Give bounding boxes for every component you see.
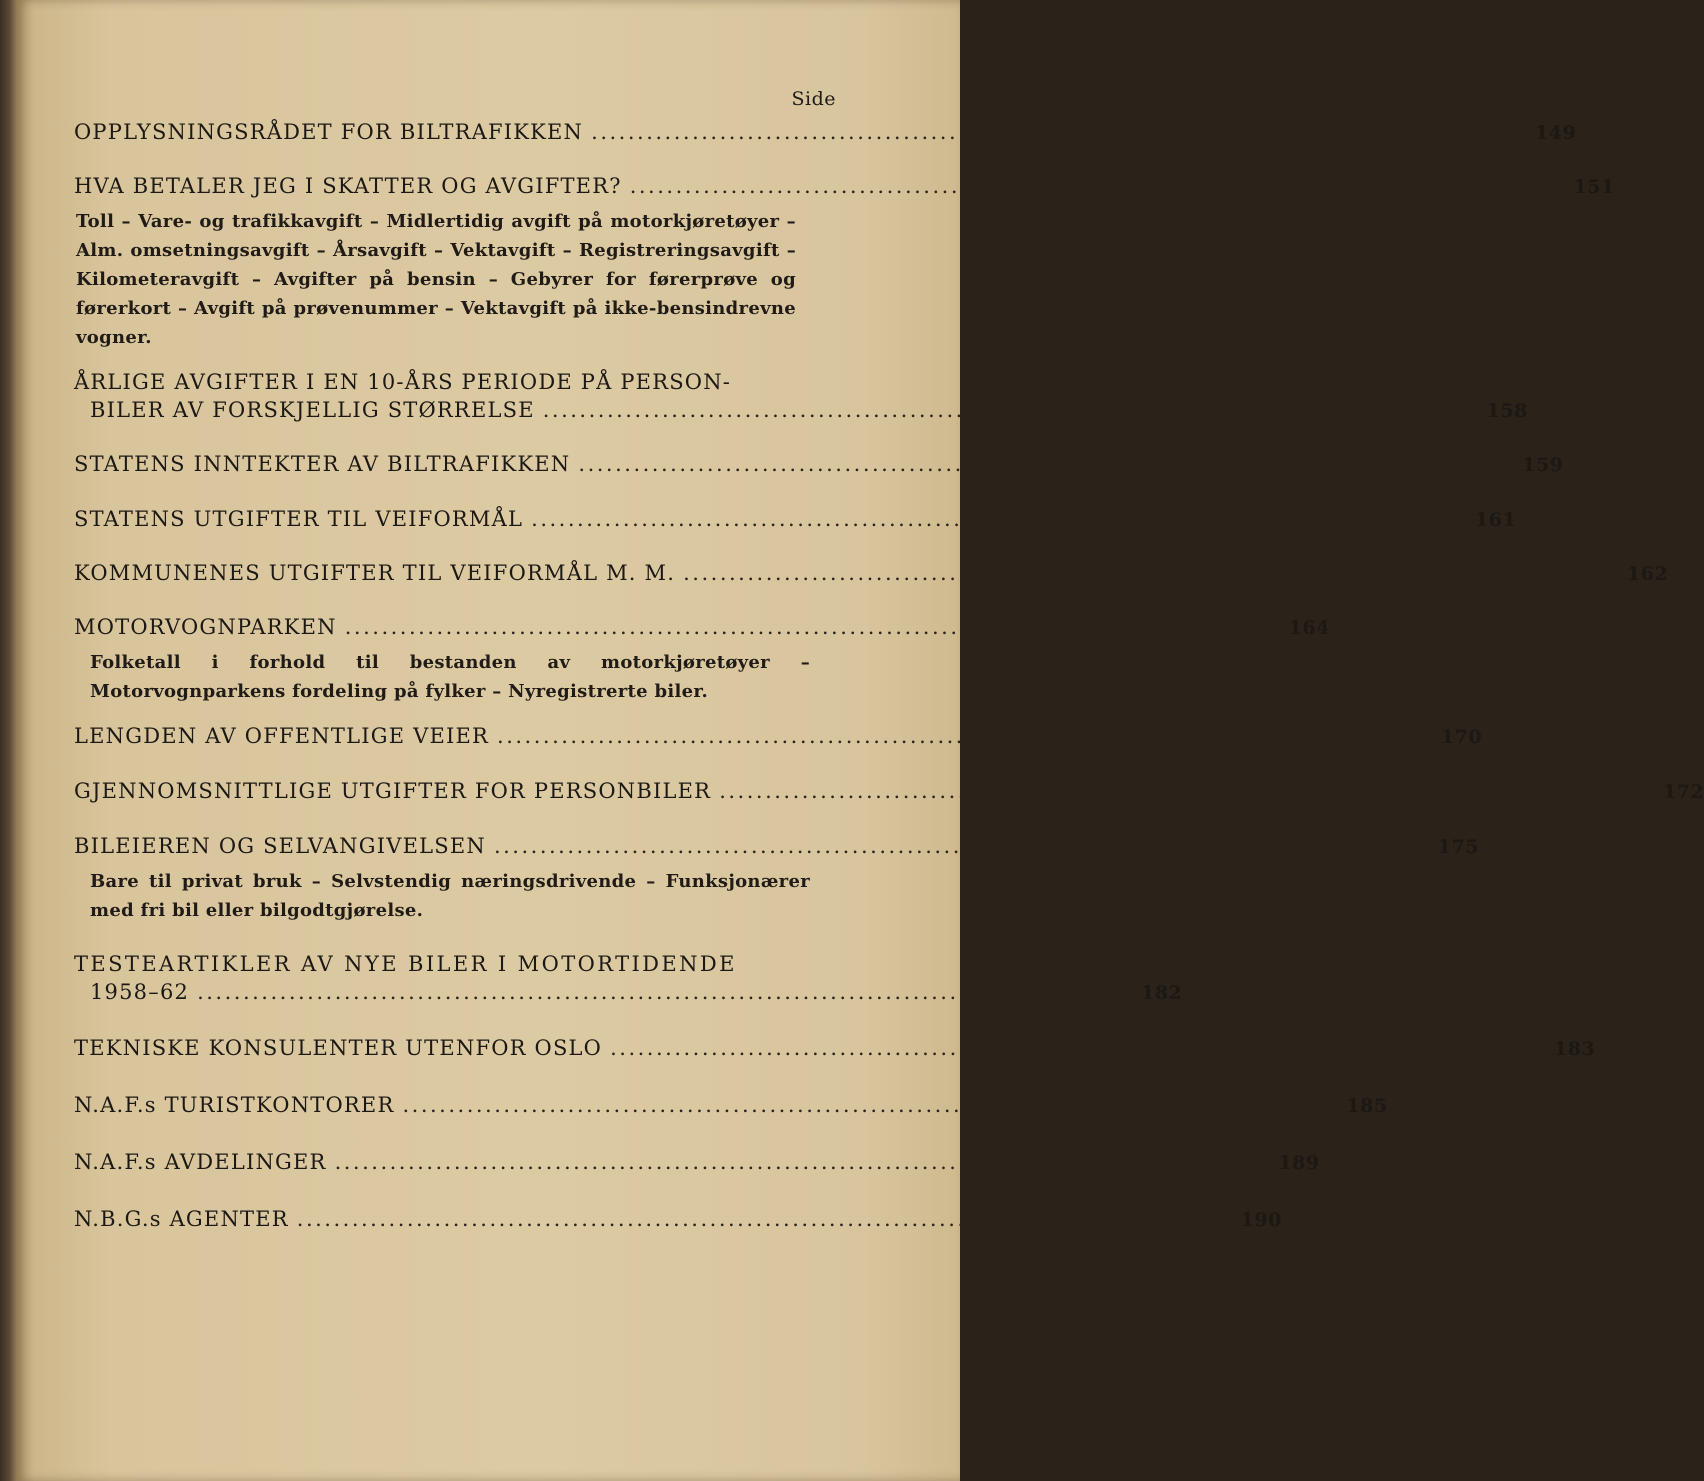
toc-entry-title: BILER AV FORSKJELLIG STØRRELSE — [90, 398, 535, 422]
toc-entry-title: GJENNOMSNITTLIGE UTGIFTER FOR PERSONBILER — [74, 779, 712, 803]
dot-leader: ...................................................................................................... — [629, 174, 1566, 198]
toc-entry-title: TEKNISKE KONSULENTER UTENFOR OSLO — [74, 1036, 603, 1060]
toc-entry-page: 175 — [1437, 836, 1480, 858]
dot-leader: ...................................................................................................... — [334, 1150, 1271, 1174]
dot-leader: ...................................................................................................... — [531, 507, 1468, 531]
dot-leader: ...................................................................................................... — [591, 120, 1528, 144]
dot-leader: ...................................................................................................... — [610, 1036, 1546, 1060]
toc-entry — [74, 559, 1669, 588]
toc-entry-page: 189 — [1278, 1152, 1320, 1174]
toc-entry-title: 1958–62 — [90, 980, 190, 1004]
toc-entry-page: 183 — [1554, 1038, 1596, 1060]
dot-leader: ...................................................................................................... — [296, 1207, 1233, 1231]
toc-entry-page: 151 — [1573, 176, 1615, 198]
book-spine — [0, 0, 16, 1481]
toc-entry-title: STATENS UTGIFTER TIL VEIFORMÅL — [74, 507, 524, 531]
toc-entry — [74, 832, 1480, 925]
toc-entry-subtopics: Bare til privat bruk – Selvstendig næringsdrivende – Funksjonærer med fri bil eller bilgodtgjørelse. — [90, 871, 810, 921]
dot-leader: ...................................................................................................... — [683, 561, 1620, 585]
toc-entry-title: KOMMUNENES UTGIFTER TIL VEIFORMÅL M. M. — [74, 561, 676, 585]
toc-entry-page: 149 — [1535, 122, 1577, 144]
toc-entry-page: 158 — [1486, 400, 1528, 422]
toc-entry-title: STATENS INNTEKTER AV BILTRAFIKKEN — [74, 452, 571, 476]
dot-leader: ...................................................................................................... — [578, 452, 1515, 476]
toc-entry-page: 182 — [1140, 982, 1183, 1004]
toc-entry-title-line1: ÅRLIGE AVGIFTER I EN 10-ÅRS PERIODE PÅ PERSON- — [74, 370, 732, 394]
toc-entry — [74, 368, 1528, 425]
side-column-label: Side — [791, 88, 836, 110]
toc-entry — [74, 722, 1483, 751]
toc-entry — [74, 777, 1704, 806]
toc-entry-title: N.A.F.s AVDELINGER — [74, 1150, 327, 1174]
toc-entry-title-line1: TESTEARTIKLER AV NYE BILER I MOTORTIDENDE — [74, 952, 737, 976]
toc-entry — [74, 1034, 1596, 1063]
toc-entry-page: 164 — [1288, 617, 1330, 639]
toc-entry-title: OPPLYSNINGSRÅDET FOR BILTRAFIKKEN — [74, 120, 584, 144]
toc-entry-title: N.A.F.s TURISTKONTORER — [74, 1093, 395, 1117]
toc-entry — [74, 118, 1577, 147]
toc-entry-subtopics: Folketall i forhold til bestanden av motorkjøretøyer – Motorvognparkens fordeling på fylker – Nyregistrerte biler. — [90, 652, 810, 702]
toc-entry-title: MOTORVOGNPARKEN — [74, 615, 337, 639]
toc-entry — [74, 172, 1615, 352]
dot-leader: ...................................................................................................... — [497, 724, 1433, 748]
toc-entry-page: 162 — [1627, 563, 1669, 585]
toc-entry-title: LENGDEN AV OFFENTLIGE VEIER — [74, 724, 490, 748]
toc-entry-page: 161 — [1475, 509, 1517, 531]
toc-entry-title: N.B.G.s AGENTER — [74, 1207, 289, 1231]
toc-entry-page: 159 — [1522, 454, 1564, 476]
toc-entry — [74, 450, 1564, 479]
toc-page — [16, 0, 1704, 1481]
toc-entry-subtopics: Toll – Vare- og trafikkavgift – Midlertidig avgift på motorkjøretøyer – Alm. omsetningsavgift – Årsavgift – Vektavgift – Registreringsavgift – Kilometeravgift – Avgifter på bensin – Gebyrer for førerprøve og førerkort – Avgift på prøvenummer – Vektavgift på ikke-bensindrevne vogner. — [76, 211, 796, 348]
dot-leader: ...................................................................................................... — [402, 1093, 1339, 1117]
toc-entry-title: HVA BETALER JEG I SKATTER OG AVGIFTER? — [74, 174, 622, 198]
dot-leader: ...................................................................................................... — [719, 779, 1656, 803]
toc-entry-title: BILEIEREN OG SELVANGIVELSEN — [74, 834, 486, 858]
toc-entry — [74, 1148, 1320, 1177]
toc-entry-page: 170 — [1440, 726, 1483, 748]
toc-entry-page: 190 — [1240, 1209, 1282, 1231]
toc-entry — [74, 950, 1183, 1007]
toc-entry — [74, 1091, 1388, 1120]
dot-leader: ...................................................................................................... — [542, 398, 1479, 422]
dot-leader: ...................................................................................................... — [493, 834, 1430, 858]
toc-entry — [74, 613, 1330, 706]
dot-leader: ...................................................................................................... — [344, 615, 1281, 639]
toc-entry — [74, 1205, 1282, 1234]
dot-leader: ...................................................................................................... — [197, 980, 1133, 1004]
toc-entry-page: 185 — [1346, 1095, 1388, 1117]
toc-entry-page: 172 — [1663, 781, 1704, 803]
toc-entry — [74, 505, 1517, 534]
